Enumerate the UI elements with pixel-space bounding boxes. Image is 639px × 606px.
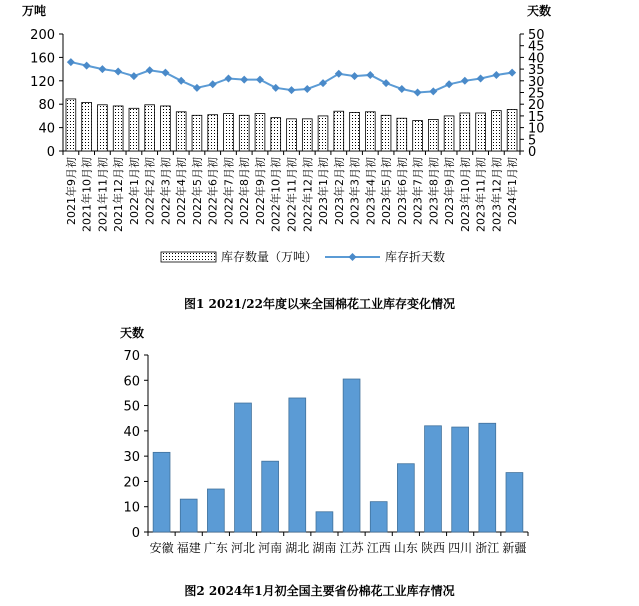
chart1-x-label: 2021年10月初 bbox=[80, 157, 94, 232]
chart1-bar bbox=[287, 119, 297, 151]
chart1-left-tick-label: 40 bbox=[38, 121, 55, 137]
chart1-line-point bbox=[429, 87, 437, 95]
chart1-bar bbox=[507, 109, 517, 151]
chart1-line-point bbox=[240, 76, 248, 84]
chart1-caption: 图1 2021/22年度以来全国棉花工业库存变化情况 bbox=[183, 297, 455, 311]
chart1-x-label: 2023年2月初 bbox=[332, 157, 346, 225]
chart2-x-label: 河北 bbox=[230, 541, 256, 555]
chart2-x-label: 江苏 bbox=[339, 541, 364, 555]
chart1-bar bbox=[192, 115, 202, 151]
chart2-x-label: 河南 bbox=[258, 541, 283, 555]
chart1-right-tick-label: 40 bbox=[528, 51, 545, 67]
chart2-bar bbox=[506, 473, 523, 532]
chart1-x-label: 2022年1月初 bbox=[127, 157, 141, 225]
chart1-bar bbox=[176, 112, 186, 151]
chart2-x-label: 湖南 bbox=[312, 541, 337, 555]
chart1-bar bbox=[145, 105, 155, 151]
chart1-left-tick-label: 0 bbox=[46, 145, 55, 160]
chart2-bar bbox=[235, 403, 252, 532]
chart1-right-tick-label: 35 bbox=[528, 63, 545, 79]
chart1-line-point bbox=[477, 74, 485, 82]
chart1-line-point bbox=[130, 72, 138, 80]
chart2-x-label: 山东 bbox=[393, 541, 418, 555]
chart1-bar bbox=[208, 115, 218, 151]
chart1-bar bbox=[476, 113, 486, 151]
chart1-x-label: 2022年12月初 bbox=[301, 157, 315, 232]
chart1-x-label: 2022年2月初 bbox=[143, 157, 157, 225]
chart1-line-point bbox=[366, 71, 374, 79]
chart2-y-tick-label: 60 bbox=[123, 374, 140, 390]
chart1-bar bbox=[129, 108, 139, 151]
chart2-bar bbox=[262, 461, 279, 532]
chart1-bar bbox=[224, 114, 234, 151]
chart1-bar bbox=[381, 115, 391, 151]
chart1-bar bbox=[255, 114, 265, 151]
chart1-bar bbox=[365, 112, 375, 151]
chart1-line-point bbox=[492, 71, 500, 79]
chart2-y-tick-label: 50 bbox=[123, 399, 140, 415]
legend-bar-swatch bbox=[161, 252, 216, 262]
chart2-y-tick-label: 0 bbox=[131, 526, 140, 541]
chart1-bar bbox=[113, 106, 123, 151]
chart2-x-label: 浙江 bbox=[475, 541, 500, 555]
chart1-x-label: 2022年3月初 bbox=[159, 157, 173, 225]
chart1-line-point bbox=[256, 76, 264, 84]
chart1-x-label: 2022年10月初 bbox=[269, 157, 283, 232]
chart1-bar bbox=[82, 102, 92, 151]
chart1-bar bbox=[491, 111, 501, 151]
chart2-x-label: 新疆 bbox=[502, 541, 527, 555]
chart2-y-tick-label: 70 bbox=[123, 349, 140, 364]
chart1-line-point bbox=[209, 80, 217, 88]
chart1-bar bbox=[350, 112, 360, 151]
chart1-line-point bbox=[67, 58, 75, 66]
chart1-x-label: 2023年11月初 bbox=[474, 157, 488, 232]
chart1-left-tick-label: 120 bbox=[30, 74, 55, 90]
chart1-x-label: 2023年8月初 bbox=[427, 157, 441, 225]
chart1-line-point bbox=[177, 77, 185, 85]
chart1-line-point bbox=[445, 80, 453, 88]
chart2-bar bbox=[452, 427, 469, 532]
chart2-y-tick-label: 20 bbox=[123, 475, 140, 491]
chart1-line-point bbox=[398, 85, 406, 93]
chart2-bar bbox=[316, 512, 333, 532]
chart2-bar bbox=[343, 379, 360, 532]
chart1-bar bbox=[460, 113, 470, 151]
chart1-x-label: 2022年6月初 bbox=[206, 157, 220, 226]
chart1-bar bbox=[428, 119, 438, 151]
chart1-right-tick-label: 15 bbox=[528, 109, 545, 125]
chart1-line-point bbox=[146, 66, 154, 74]
chart1-x-label: 2022年9月初 bbox=[253, 157, 267, 225]
chart1-right-tick-label: 10 bbox=[528, 121, 545, 137]
chart1-x-label: 2023年12月初 bbox=[490, 157, 504, 232]
chart2-bar bbox=[479, 423, 496, 532]
chart1-x-label: 2022年8月初 bbox=[238, 156, 252, 225]
chart2-bar bbox=[153, 452, 170, 532]
legend-bar-label: 库存数量（万吨） bbox=[221, 250, 318, 264]
chart1-x-label: 2023年6月初 bbox=[395, 157, 409, 225]
chart1-x-label: 2022年5月初 bbox=[190, 157, 204, 225]
chart1-line-point bbox=[98, 65, 106, 73]
chart-province-inventory bbox=[0, 315, 639, 585]
chart1-line-point bbox=[161, 69, 169, 77]
chart1-x-label: 2023年9月初 bbox=[443, 156, 457, 225]
chart1-line-point bbox=[414, 89, 422, 97]
chart1-x-label: 2021年9月初 bbox=[64, 157, 78, 225]
chart1-right-axis-unit: 天数 bbox=[527, 4, 552, 18]
chart2-caption: 图2 2024年1月初全国主要省份棉花工业库存情况 bbox=[184, 584, 455, 598]
chart1-right-tick-label: 5 bbox=[528, 133, 537, 149]
chart1-line-point bbox=[224, 74, 232, 82]
chart1-line-point bbox=[303, 85, 311, 93]
chart1-bar bbox=[302, 119, 312, 151]
chart1-x-label: 2023年4月初 bbox=[364, 157, 378, 225]
chart1-left-axis-unit: 万吨 bbox=[22, 4, 47, 18]
chart1-bar bbox=[413, 121, 423, 151]
chart2-bar bbox=[425, 426, 442, 532]
chart2-bar bbox=[180, 499, 197, 532]
chart1-x-label: 2021年11月初 bbox=[96, 157, 110, 232]
chart1-right-tick-label: 30 bbox=[528, 74, 545, 90]
chart1-bar bbox=[271, 118, 281, 151]
legend-line-marker bbox=[349, 253, 357, 261]
chart1-right-tick-label: 20 bbox=[528, 98, 545, 114]
chart1-bar bbox=[318, 116, 328, 151]
chart1-line-point bbox=[193, 84, 201, 92]
chart1-right-tick-label: 45 bbox=[528, 39, 545, 55]
chart2-bar bbox=[207, 489, 224, 532]
chart2-x-label: 湖北 bbox=[285, 541, 310, 555]
chart1-x-label: 2022年11月初 bbox=[285, 157, 299, 232]
chart1-line-point bbox=[83, 62, 91, 70]
chart2-x-label: 四川 bbox=[448, 541, 473, 555]
chart1-line-point bbox=[288, 86, 296, 94]
legend-line-label: 库存折天数 bbox=[385, 250, 446, 264]
chart1-x-label: 2023年5月初 bbox=[380, 157, 394, 225]
chart2-bar bbox=[289, 398, 306, 532]
chart2-x-label: 福建 bbox=[176, 541, 201, 555]
chart1-bar bbox=[334, 111, 344, 151]
chart1-x-label: 2022年7月初 bbox=[222, 157, 236, 225]
chart1-bar bbox=[161, 106, 171, 151]
chart2-y-tick-label: 30 bbox=[123, 450, 140, 466]
chart1-bar bbox=[66, 99, 76, 151]
chart1-right-tick-label: 50 bbox=[528, 28, 545, 43]
chart2-x-label: 陕西 bbox=[420, 541, 446, 555]
chart2-bar bbox=[397, 464, 414, 532]
chart2-x-label: 广东 bbox=[203, 541, 228, 555]
chart1-line-point bbox=[272, 84, 280, 92]
chart1-bar bbox=[397, 118, 407, 151]
chart2-x-label: 江西 bbox=[366, 541, 391, 555]
chart1-x-label: 2021年12月初 bbox=[112, 157, 126, 232]
chart1-x-label: 2022年4月初 bbox=[175, 157, 189, 225]
chart2-bar bbox=[370, 502, 387, 532]
chart1-right-tick-label: 25 bbox=[528, 86, 545, 102]
chart1-left-tick-label: 80 bbox=[38, 98, 55, 114]
chart1-x-label: 2023年7月初 bbox=[411, 157, 425, 225]
chart1-x-label: 2023年1月初 bbox=[317, 157, 331, 225]
chart1-bar bbox=[98, 105, 108, 151]
chart1-line-point bbox=[114, 67, 122, 75]
chart1-legend bbox=[161, 249, 445, 264]
chart1-x-label: 2023年3月初 bbox=[348, 157, 362, 225]
chart2-y-tick-label: 10 bbox=[123, 500, 140, 516]
chart1-left-tick-label: 200 bbox=[30, 28, 55, 43]
chart1-bar bbox=[444, 116, 454, 151]
chart1-x-label: 2023年10月初 bbox=[458, 157, 472, 233]
chart1-line-point bbox=[382, 79, 390, 87]
chart2-x-label: 安徽 bbox=[149, 541, 174, 555]
chart1-bar bbox=[239, 115, 249, 151]
chart1-left-tick-label: 160 bbox=[30, 51, 55, 67]
chart1-right-tick-label: 0 bbox=[528, 145, 537, 160]
chart2-y-tick-label: 40 bbox=[123, 424, 140, 440]
chart1-x-label: 2024年1月初 bbox=[506, 157, 520, 225]
chart1-line-point bbox=[351, 72, 359, 80]
chart1-line-point bbox=[508, 69, 516, 77]
chart1-line-point bbox=[461, 77, 469, 85]
chart-inventory-trend bbox=[0, 0, 639, 270]
chart2-axis-unit: 天数 bbox=[120, 326, 145, 340]
